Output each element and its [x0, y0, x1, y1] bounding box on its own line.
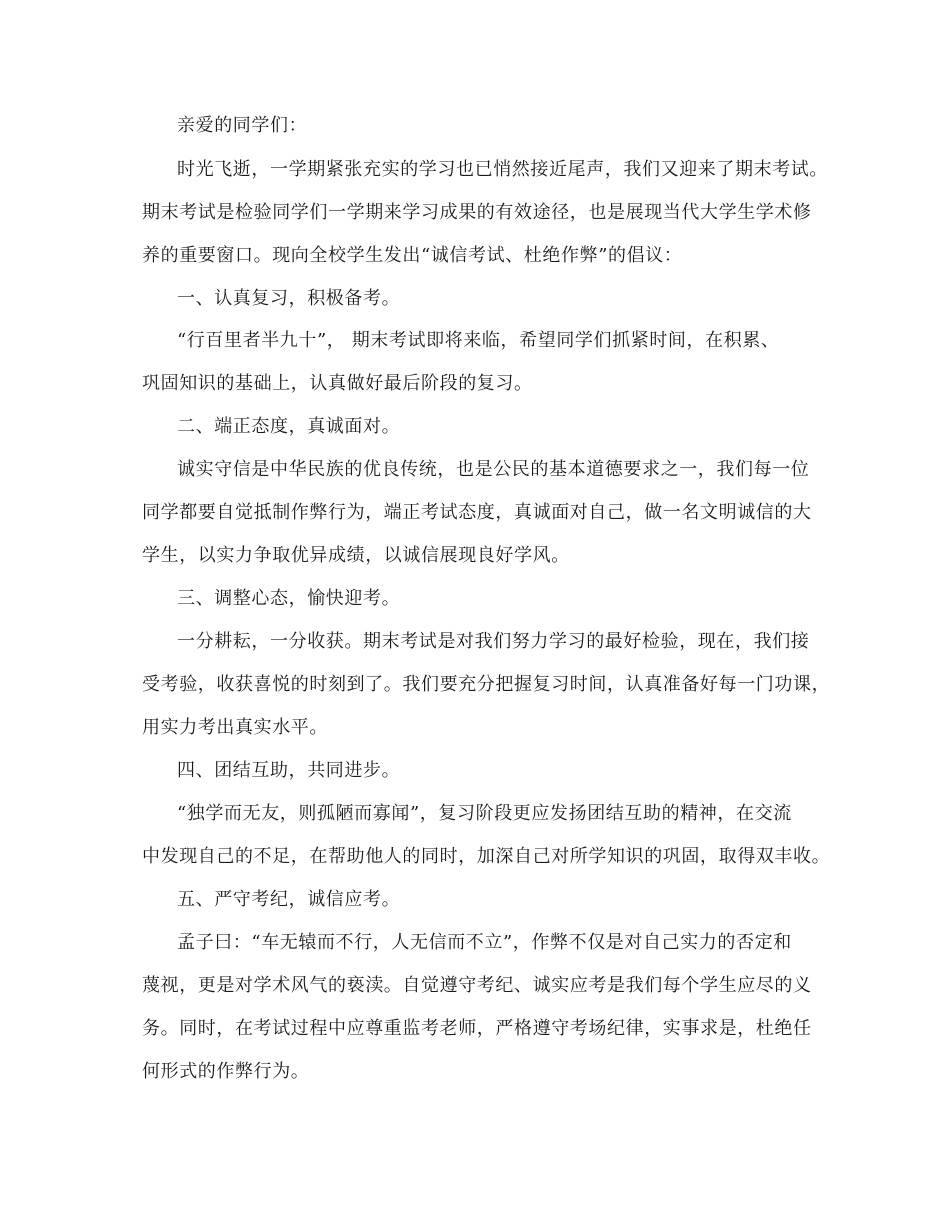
section-body-line: 一分耕耘，一分收获。期末考试是对我们努力学习的最好检验，现在，我们接 [177, 631, 810, 652]
section-body-line: 巩固知识的基础上，认真做好最后阶段的复习。 [142, 373, 533, 394]
section-heading: 一、认真复习，积极备考。 [177, 288, 401, 309]
section-body-line: 蔑视，更是对学术风气的亵渎。自觉遵守考纪、诚实应考是我们每个学生应尽的义 [142, 975, 812, 996]
section-body-line: 何形式的作弊行为。 [142, 1061, 310, 1082]
section-body-line: 学生，以实力争取优异成绩，以诚信展现良好学风。 [142, 545, 570, 566]
intro-line: 时光飞逝，一学期紧张充实的学习也已悄然接近尾声，我们又迎来了期末考试。 [177, 159, 828, 180]
section-heading: 二、端正态度，真诚面对。 [177, 416, 401, 437]
section-body-line: 诚实守信是中华民族的优良传统，也是公民的基本道德要求之一，我们每一位 [177, 459, 810, 480]
section-body-line: 中发现自己的不足，在帮助他人的同时，加深自己对所学知识的巩固，取得双丰收。 [142, 846, 831, 867]
section-heading: 四、团结互助，共同进步。 [177, 760, 401, 781]
section-body-line: 用实力考出真实水平。 [142, 717, 328, 738]
section-body-line: 孟子曰：“车无辕而不行，人无信而不立”，作弊不仅是对自己实力的否定和 [177, 932, 792, 953]
section-body-line: 同学都要自觉抵制作弊行为，端正考试态度，真诚面对自己，做一名文明诚信的大 [142, 502, 812, 523]
intro-line: 养的重要窗口。现向全校学生发出“诚信考试、杜绝作弊”的倡议： [142, 245, 683, 266]
section-body-line: 受考验，收获喜悦的时刻到了。我们要充分把握复习时间，认真准备好每一门功课， [142, 674, 831, 695]
section-heading: 三、调整心态，愉快迎考。 [177, 588, 401, 609]
section-heading: 五、严守考纪，诚信应考。 [177, 889, 401, 910]
greeting: 亲爱的同学们： [177, 115, 308, 136]
section-body-line: “行百里者半九十”， 期末考试即将来临，希望同学们抓紧时间，在积累、 [177, 330, 780, 351]
intro-line: 期末考试是检验同学们一学期来学习成果的有效途径，也是展现当代大学生学术修 [142, 202, 812, 223]
section-body-line: “独学而无友，则孤陋而寡闻”，复习阶段更应发扬团结互助的精神，在交流 [177, 803, 792, 824]
section-body-line: 务。同时，在考试过程中应尊重监考老师，严格遵守考场纪律，实事求是，杜绝任 [142, 1018, 812, 1039]
